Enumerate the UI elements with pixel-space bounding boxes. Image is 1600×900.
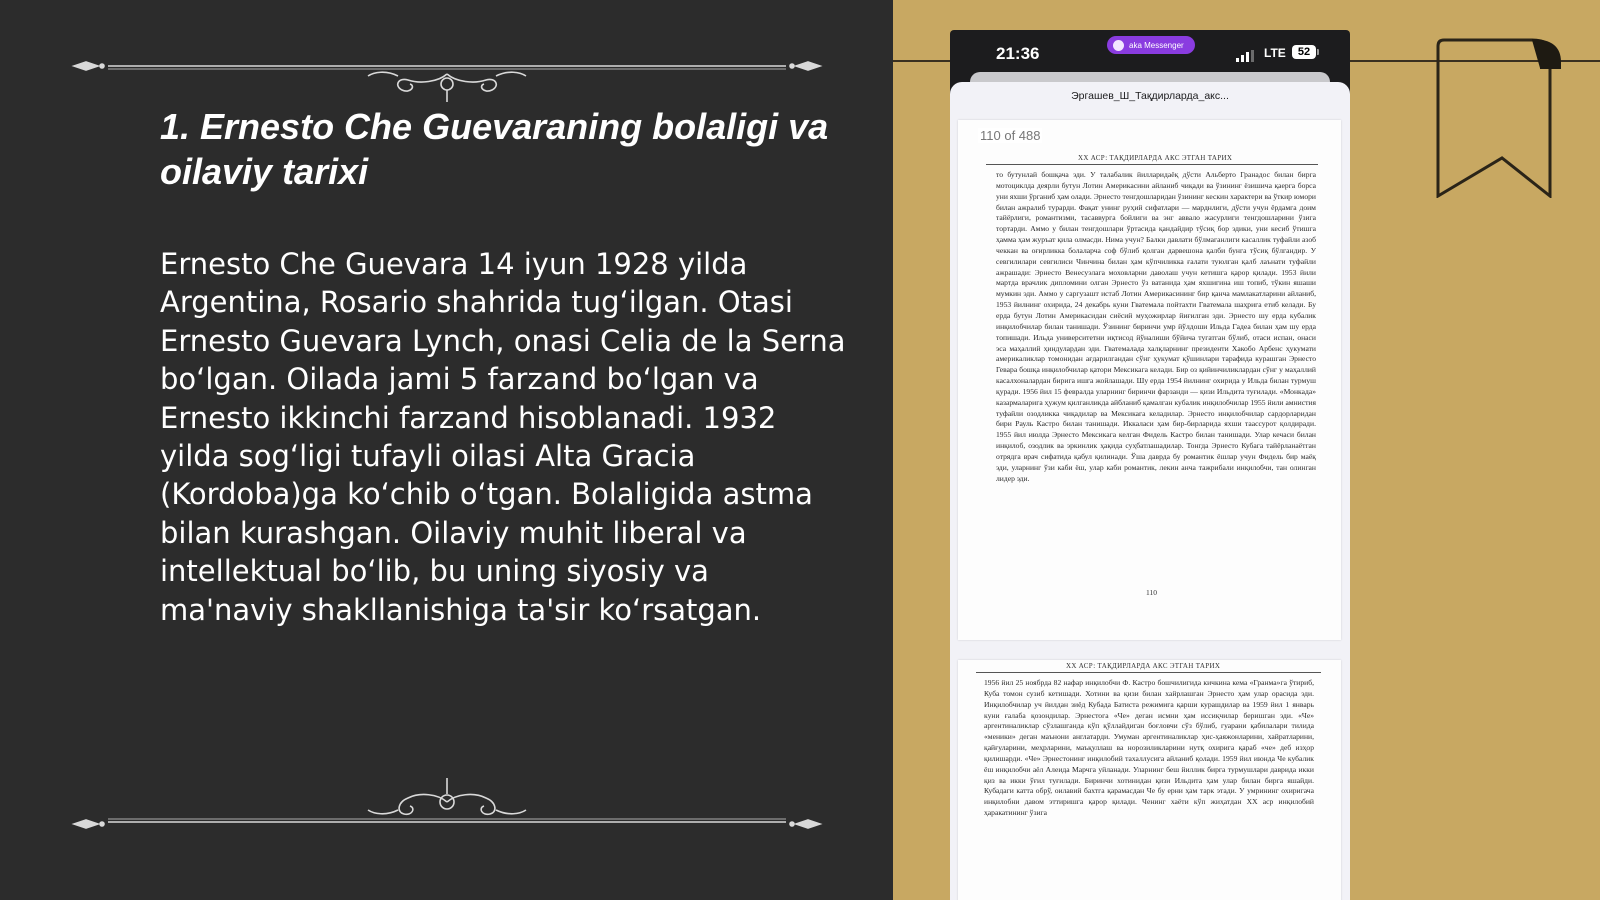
messenger-pill[interactable] (1107, 36, 1195, 54)
status-bar (950, 30, 1350, 78)
page-running-header: XX АСР: ТАҚДИРЛАРДА АКС ЭТГАН ТАРИХ (1078, 154, 1233, 162)
battery-nub (1317, 49, 1319, 55)
phone-screenshot (950, 30, 1350, 900)
messenger-pill-label: aka Messenger (1129, 40, 1184, 50)
pdf-page[interactable] (958, 660, 1341, 900)
signal-icon (1236, 50, 1254, 62)
page-header-rule (976, 672, 1321, 673)
page-number: 110 (1146, 588, 1157, 597)
page-body-text: то бутунлай бошқача эди. У талабалик йилларидаёқ дўсти Альберто Гранадос билан бирга мотоциклда деярли бутун Лотин Америкасини айланиб чиқади ва ўзининг ёзишича қаерга борса уни яхши ўрганиб ҳам олади. Эрнесто тенгдошларидан ўзининг кескин характери ва ўткир юмори билан ажралиб турарди. Фақат унинг руҳий сифатлари — марднлиги, дўсти учун ёрдамга доим тайёрлиги, романтизми, тасаввурга бойлиги ва энг аввало жасурлиги тенгдошларини ўзига тортарди. Аммо у билан тенгдошлари ўртасида қандайдир тўсиқ бор эдики, уни кесиб ўтишга ҳамма ҳам журъат қила олмасди. Нима учун? Балки давлати бўлмаганлиги касаллик туфайли азоб чеккан ва оғирликка болаларча соф бўлиб қолган дарвешона қалби бунга тўсиқ бўлгандир. У севгилилари севгилиси Чинчина билан ҳам кўпчиликка ғалати туюлган қалб лаънати туфайли ажрашади: Эрнесто Венесуэлага моховларни даволаш учун кетишга қарор қилади. 1953 йили мартда врачлик дипломини олган Эрнесто ўз ватанида ҳам яхшигина иш топиб, тўкин яшаши мумкин эди. Аммо у саргузашт истаб Лотин Америкасининг бир қанча мамлакатларини айланиб, 1953 йилнинг охирида, 24 декабрь куни Гватемала пойтахти Гватемала шаҳрига етиб келади. Бу ерда бутун Лотин Америкасидан сиёсий муҳожирлар йиғилган эди. Эрнесто шу ерда кубалик инқилобчилар билан танишади. Ўзининг биринчи умр йўлдоши Ильда Гадеа билан ҳам шу ерда топишади. Ильда университетни иқтисод йўналиши бўйича тугатган бўлиб, отаси испан, онаси эса маҳаллий ҳиндулардан эди. Гватемалада халқларнинг президенти Хакобо Арбенс ҳукумати америкаликлар томонидан ағдарилгандан сўнг ҳукумат қўшинлари тарафида курашган Эрнесто Гевара бошқа инқилобчилар қатори Мексикага келади. Бир оз қийинчиликлардан сўнг у маҳаллий касалхоналардан бирига ишга жойлашади. Шу ерда 1954 йилнинг охирида у Ильда билан турмуш қуради. 1956 йил 15 февралда уларнинг биринчи фарзанди — қизи Ильдита туғилади. «Монкада» казармаларига ҳужум қилганликда айбланиб қамалган кубалик инқилобчилар 1955 йили амнистия туфайли озодликка чиқадилар ва Мексикага келадилар. Эрнесто инқилобчилар сардорларидан бири Рауль Кастро билан танишади. Иккаласи ҳам бир-бирларида яхши таассурот қолдиради. 1955 йил июлда Эрнесто Мексикага келган Фидель Кастро билан танишади. Улар кечаси билан инқилоб, озодлик ва эркинлик ҳақида суҳбатлашадилар. Тонгда Эрнесто Кубага тайёрланаётган отрядга врач сифатида қабул қилинади. Ўша даврда бу романтик ёшлар учун Фидель бир маёқ эди, уларнинг ўзи каби ёш, улар каби романтик, лекин анча тажрибали инқилобчи, тан олинган лидер эди. (996, 170, 1316, 483)
battery-icon (1292, 45, 1316, 59)
pdf-viewer-sheet (950, 82, 1350, 900)
status-time: 21:36 (996, 44, 1040, 63)
slide-title: 1. Ernesto Che Guevaraning bolaligi va oilaviy tarixi (160, 106, 829, 192)
battery-level: 52 (1297, 46, 1311, 58)
ornament-divider-bottom (68, 772, 826, 832)
messenger-icon (1113, 40, 1124, 51)
page-body-text: 1956 йил 25 ноябрда 82 нафар инқилобчи Ф. Кастро бошчилигида кичкина кема «Гранма»га ўтириб, Куба томон сузиб кетишади. Хотини ва қизи билан хайрлашган Эрнесто ҳам улар орасида эди. Инқилобчилар уч йилдан зиёд Кубада Батиста режимига қарши курашдилар ва 1959 йил 1 январь куни ғалаба қозондилар. Эрнестога «Че» деган исмни ҳам иссиқчилар беришган эди. «Че» аргентиналиклар сўзлашганда кўп қўллайдиган боғловчи сўз бўлиб, гуарани қабилалари тилида «меники» деган маънони англатарди. Умуман аргентиналиклар ҳис-ҳаяжонларини, хайратларини, қайғуларини, меҳрларини, маъқуллаш ва норозиликларини нутқ охирига қараб «че» деб изҳор қилишарди. «Че» Эрнестонинг инқилобий тахаллусига айланиб қолади. 1959 йил июнда Че кубалик ёш инқилобчи аёл Алеида Марчга уйланади. Уларнинг беш йиллик бирга турмушлари даврида икки қиз ва икки ўғил туғилади. Биринчи хотинидан қизи Ильдита ҳам улар билан бирга яшайди. Кубадаги катта обрў, оилавий бахтга қарамасдан Че бу ерни ҳам тарк этади. У умрининг охиригача инқилобни давом эттиришга қарор қилади. Ченинг хаёти кўп жиҳатдан ХХ аср инқилобий ҳаракатининг ўзига (984, 678, 1314, 818)
slide-body-text: Ernesto Che Guevara 14 iyun 1928 yilda Argentina, Rosario shahrida tug‘ilgan. Otasi Ernesto Guevara Lynch, onasi Celia de la Serna bo‘lgan. Oilada jami 5 farzand bo‘lgan va Ernesto ikkinchi farzand hisoblanadi. 1932 yilda sog‘ligi tufayli oilasi Alta Gracia (Kordoba)ga ko‘chib o‘tgan. Bolaligida astma bilan kurashgan. Oilaviy muhit liberal va intellektual bo‘lib, bu uning siyosiy va ma'naviy shakllanishiga ta'sir ko‘rsatgan. (160, 247, 846, 627)
page-header-rule (986, 164, 1318, 165)
document-title[interactable]: Эргашев_Ш_Тақдирларда_акс... (1071, 90, 1229, 102)
bookmark-icon (1436, 38, 1562, 198)
page-indicator: 110 of 488 (980, 128, 1041, 143)
pdf-page[interactable] (958, 120, 1341, 640)
ornament-divider-top (68, 50, 826, 110)
page-running-header: XX АСР: ТАҚДИРЛАРДА АКС ЭТГАН ТАРИХ (1066, 662, 1221, 670)
network-type: LTE (1264, 46, 1286, 60)
